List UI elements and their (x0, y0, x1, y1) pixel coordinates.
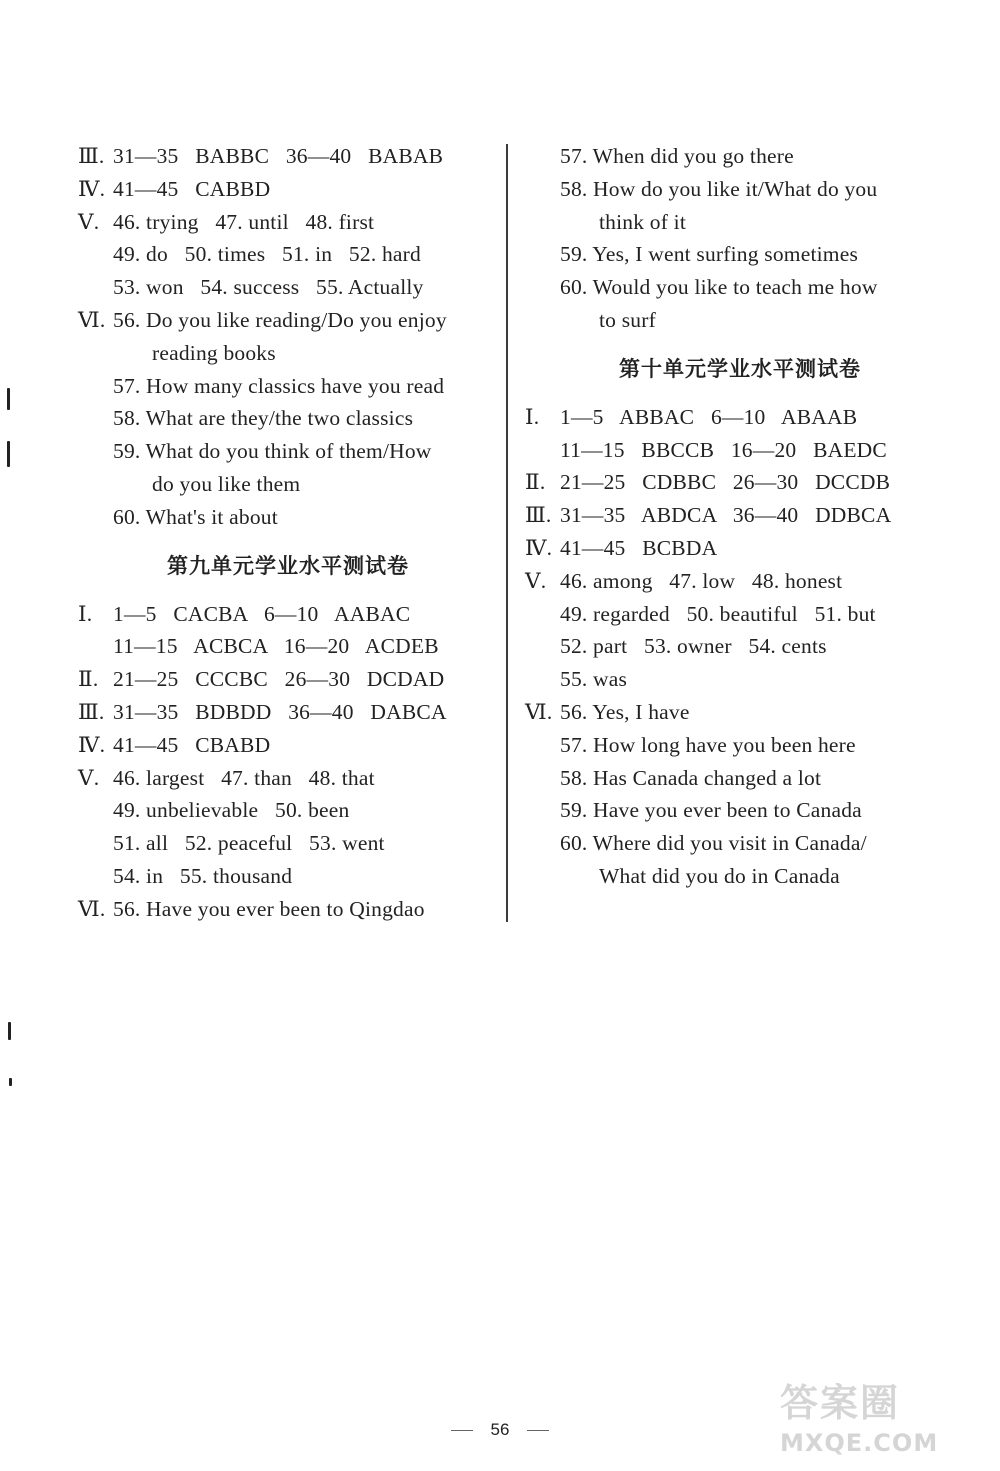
answer-text: 58. How do you like it/What do you (560, 176, 878, 201)
footer-dash (527, 1430, 549, 1431)
section-numeral: Ⅵ. (525, 699, 553, 724)
answer-line (78, 238, 498, 271)
margin-mark (7, 441, 10, 467)
answer-text: What did you do in Canada (599, 863, 840, 888)
section-numeral: Ⅳ. (78, 732, 106, 757)
answer-line (525, 401, 955, 434)
section-numeral: Ⅱ. (525, 470, 546, 495)
answer-line (525, 434, 955, 467)
section-numeral: Ⅳ. (525, 535, 553, 560)
answer-text: 58. What are they/the two classics (113, 406, 414, 431)
answer-line (78, 762, 498, 795)
section-numeral: Ⅵ. (78, 896, 106, 921)
answer-line (78, 729, 498, 762)
section-numeral: Ⅲ. (78, 699, 105, 724)
answer-text: 41—45 BCBDA (560, 535, 718, 560)
section-numeral: Ⅰ. (525, 404, 540, 429)
margin-mark (9, 1078, 12, 1086)
answer-text: 46. trying 47. until 48. first (113, 209, 375, 234)
answer-text: 56. Have you ever been to Qingdao (113, 896, 425, 921)
answer-line (78, 140, 498, 173)
unit-9-answers-continued (525, 140, 955, 337)
answer-line (78, 893, 498, 926)
answer-line (78, 271, 498, 304)
answer-line (78, 794, 498, 827)
answer-line (78, 304, 498, 337)
answer-text: 31—35 ABDCA 36—40 DDBCA (560, 503, 892, 528)
section-numeral: Ⅴ. (78, 209, 100, 234)
answer-text: do you like them (152, 471, 301, 496)
answer-text: 49. regarded 50. beautiful 51. but (560, 601, 876, 626)
unit-9-heading: 第九单元学业水平测试卷 (167, 552, 409, 578)
answer-text: 54. in 55. thousand (113, 863, 293, 888)
answer-line (525, 827, 955, 860)
answer-line (525, 696, 955, 729)
answer-text: 59. Yes, I went surfing sometimes (560, 242, 859, 267)
answer-line (525, 173, 955, 206)
answer-line (525, 762, 955, 795)
answer-line (78, 173, 498, 206)
answer-text: 56. Do you like reading/Do you enjoy (113, 307, 447, 332)
right-column (525, 140, 955, 893)
answer-text: 59. What do you think of them/How (113, 439, 432, 464)
answer-line (525, 565, 955, 598)
answer-text: 31—35 BABBC 36—40 BABAB (113, 144, 444, 168)
answer-text: 49. unbelievable 50. been (113, 798, 350, 823)
answer-text: 55. was (560, 667, 628, 692)
watermark-bottom: MXQE.COM (780, 1429, 939, 1457)
answer-text: 21—25 CCCBC 26—30 DCDAD (113, 667, 445, 692)
answer-line (525, 532, 955, 565)
answer-text: think of it (599, 209, 687, 234)
answer-line (78, 337, 498, 370)
section-numeral: Ⅰ. (78, 601, 93, 626)
footer-dash (451, 1430, 473, 1431)
answer-line (78, 501, 498, 534)
answer-text: 57. When did you go there (560, 144, 794, 168)
answer-line (525, 729, 955, 762)
answer-line (78, 402, 498, 435)
watermark-logo (780, 1372, 990, 1464)
answer-text: 21—25 CDBBC 26—30 DCCDB (560, 470, 891, 495)
answer-text: 56. Yes, I have (560, 699, 690, 724)
answer-text: 60. What's it about (113, 504, 278, 529)
answer-line (78, 468, 498, 501)
watermark-top: 答案圈 (780, 1381, 901, 1425)
answer-line (525, 140, 955, 173)
answer-text: 52. part 53. owner 54. cents (560, 634, 827, 659)
answer-line (525, 598, 955, 631)
answer-text: 57. How long have you been here (560, 732, 856, 757)
answer-line (525, 663, 955, 696)
answer-text: 51. all 52. peaceful 53. went (113, 831, 385, 856)
margin-mark (8, 1022, 11, 1040)
answer-line (78, 435, 498, 468)
answer-text: to surf (599, 307, 656, 332)
answer-text: 53. won 54. success 55. Actually (113, 275, 424, 300)
answer-line (78, 206, 498, 239)
answer-line (78, 370, 498, 403)
answer-line (78, 827, 498, 860)
unit-9-answers (78, 598, 498, 926)
answer-line (78, 598, 498, 631)
answer-line (525, 499, 955, 532)
answer-text: 60. Would you like to teach me how (560, 275, 878, 300)
section-numeral: Ⅴ. (525, 568, 547, 593)
section-numeral: Ⅴ. (78, 765, 100, 790)
answer-line (525, 304, 955, 337)
answer-text: 46. largest 47. than 48. that (113, 765, 375, 790)
answer-line (525, 630, 955, 663)
answer-line (78, 860, 498, 893)
answer-line (525, 860, 955, 893)
answer-text: 41—45 CABBD (113, 176, 271, 201)
answer-line (525, 206, 955, 239)
answer-line (525, 238, 955, 271)
answer-text: 11—15 ACBCA 16—20 ACDEB (113, 634, 439, 659)
answer-text: 46. among 47. low 48. honest (560, 568, 843, 593)
section-numeral: Ⅲ. (78, 144, 105, 168)
left-column (78, 140, 498, 926)
section-numeral: Ⅲ. (525, 503, 552, 528)
section-numeral: Ⅳ. (78, 176, 106, 201)
answer-line (525, 466, 955, 499)
answer-line (525, 271, 955, 304)
answer-text: 59. Have you ever been to Canada (560, 798, 862, 823)
answer-text: 58. Has Canada changed a lot (560, 765, 822, 790)
page-number: 56 (490, 1420, 510, 1439)
answer-line (78, 663, 498, 696)
answer-line (78, 630, 498, 663)
section-numeral: Ⅵ. (78, 307, 106, 332)
unit-10-heading: 第十单元学业水平测试卷 (619, 355, 861, 381)
margin-mark (7, 388, 10, 410)
answer-text: 49. do 50. times 51. in 52. hard (113, 242, 421, 267)
answer-text: 1—5 ABBAC 6—10 ABAAB (560, 404, 858, 429)
column-divider (506, 144, 508, 922)
answer-text: 31—35 BDBDD 36—40 DABCA (113, 699, 447, 724)
answer-line (525, 794, 955, 827)
unit-10-answers (525, 401, 955, 893)
answer-text: 57. How many classics have you read (113, 373, 445, 398)
answer-text: 41—45 CBABD (113, 732, 271, 757)
section-numeral: Ⅱ. (78, 667, 99, 692)
answer-text: 60. Where did you visit in Canada/ (560, 831, 867, 856)
answer-text: 1—5 CACBA 6—10 AABAC (113, 601, 411, 626)
answer-line (78, 696, 498, 729)
answer-text: 11—15 BBCCB 16—20 BAEDC (560, 437, 887, 462)
answer-text: reading books (152, 340, 276, 365)
unit-8-answers-continued (78, 140, 498, 534)
